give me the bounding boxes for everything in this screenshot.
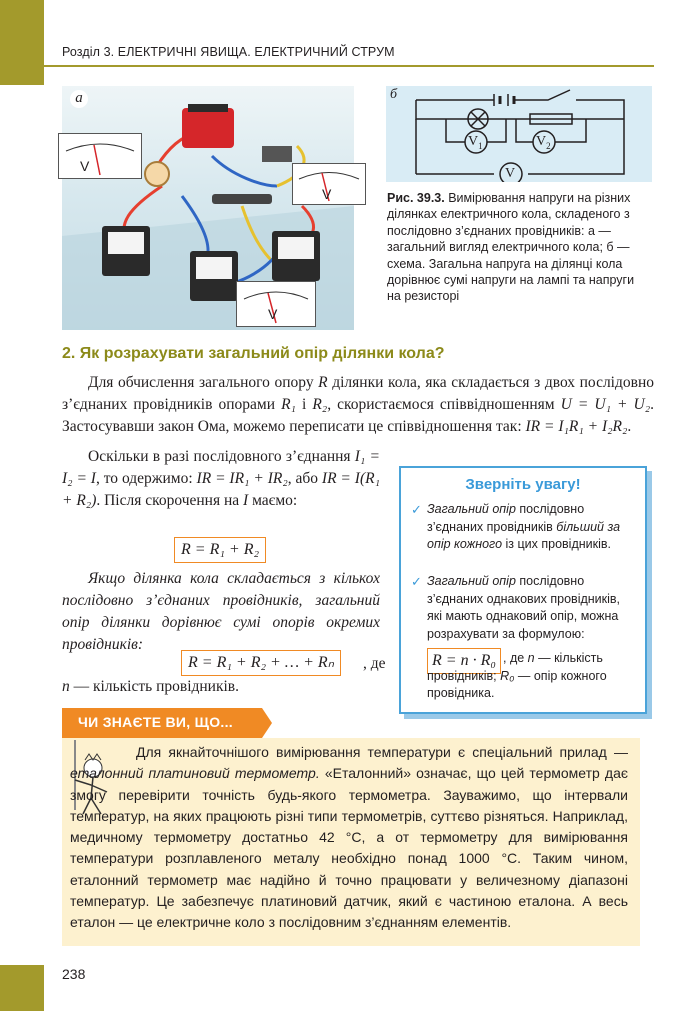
paragraph-1 (62, 372, 654, 438)
p4-symbol-n: n (62, 678, 70, 695)
p1-formula-voltage: U = U₁ + U₂ (560, 396, 651, 413)
p1-symbol-r2: R₂ (312, 396, 328, 413)
dyk-text-italic: еталонний платиновий термометр. (70, 765, 320, 782)
rest-a: , де (503, 651, 528, 665)
paragraph-2 (62, 446, 380, 512)
section-title: 2. Як розрахувати загальний опір ділянки кола? (62, 345, 445, 362)
voltmeter-right-unit: V (322, 186, 332, 202)
p3-text: Якщо ділянка кола складається з кількох послідовно з’єднаних провідників, загальний опір ділянки дорівнює сумі опорів окремих провідників: (62, 570, 380, 653)
p2-text-e: маємо: (248, 492, 298, 509)
paragraph-3-rule (62, 568, 380, 656)
voltmeter-left-unit: V (80, 158, 90, 174)
p1-text-c: і (295, 396, 313, 413)
formula-equal-resistors: R = n · R₀ (427, 648, 501, 674)
check-icon: ✓ (411, 502, 422, 517)
panel-b-letter: б (390, 87, 398, 102)
item1-term: Загальний опір (427, 502, 516, 516)
circuit-schema (386, 86, 652, 182)
paragraph-4 (62, 676, 380, 698)
voltmeter-bottom-unit: V (268, 306, 278, 322)
item1-end: із цих провідників. (502, 537, 611, 552)
p1-symbol-r1: R₁ (281, 396, 296, 413)
rest-n: n (527, 651, 535, 665)
check-icon: ✓ (411, 574, 422, 589)
dyk-text-a: Для якнайточнішого вимірювання температури є спеціальний прилад — (136, 744, 628, 760)
voltmeter-face-left (58, 133, 142, 179)
p2-text-a: Оскільки в разі послідовного з’єднання (88, 448, 355, 465)
header-divider (44, 65, 654, 67)
page-number: 238 (62, 966, 86, 982)
rest-r0: R₀ (500, 668, 515, 683)
panel-a-letter: а (70, 90, 88, 108)
attention-title: Зверніть увагу! (465, 476, 581, 493)
rest-c: — опір кожного провідника. (427, 668, 607, 701)
p1-formula-ohm: IR = I₁R₁ + I₂R₂ (525, 418, 628, 435)
schema-v-label: V (505, 166, 516, 181)
item2-text: послідовно з’єднаних однакових провідників, які мають однаковий опір, можна розрахувати за формулою: (427, 574, 621, 641)
formula-total-resistance-n: R = R₁ + R₂ + … + Rₙ (181, 650, 341, 676)
schema-v1-label: $V_1$ (468, 134, 483, 151)
p1-symbol-r: R (318, 374, 328, 391)
p2-text-b: , то одержимо: (95, 470, 197, 487)
p2-formula-factor: IR = I(R₁ + R₂) (62, 470, 380, 509)
p1-text-b: ділянки кола, яка складається з двох послідовно з’єднаних провідників опорами (62, 374, 654, 413)
running-header: Розділ 3. ЕЛЕКТРИЧНІ ЯВИЩА. ЕЛЕКТРИЧНИЙ СТРУМ (62, 45, 395, 59)
item1-text: послідовно з’єднаних провідників (427, 502, 585, 534)
p2-formula-current: I₁ = I₂ = I (62, 448, 380, 487)
figure-caption (387, 190, 647, 305)
p2-text-c: , або (287, 470, 322, 487)
rest-b: — кількість провідників; (427, 651, 603, 683)
did-you-know-text (70, 742, 628, 934)
p3-tail: , де (363, 655, 386, 672)
formula-total-resistance-two: R = R₁ + R₂ (174, 537, 266, 563)
p1-text-e: . Застосувавши закон Ома, можемо переписати це співвідношення так: (62, 396, 654, 435)
attention-item-2 (411, 573, 637, 643)
p2-text-d: . Після скорочення на (96, 492, 244, 509)
chapter-color-bar (0, 0, 44, 85)
schema-v2-label: $V_2$ (536, 134, 551, 151)
p4-text: — кількість провідників. (69, 678, 240, 695)
p1-text-d: , скористаємося співвідношенням (327, 396, 561, 413)
p2-symbol-i: I (243, 492, 249, 509)
p2-formula-sum: IR = IR₁ + IR₂ (196, 470, 288, 487)
page-number-color-bar (0, 965, 44, 1011)
caption-text: Вимірювання напруги на різних ділянках електричного кола, складеного з послідовно з’єднаних провідників: а — загальний вигляд електричного кола; б — схема. Загальна напруга на ділянці кола дорівнює сумі напруги на лампі та напруги на резисторі (387, 191, 635, 304)
attention-item-1 (411, 501, 637, 554)
p1-end: . (627, 418, 632, 435)
p1-text-a: Для обчислення загального опору (88, 374, 319, 391)
attention-formula-explanation (427, 650, 641, 703)
item1-emphasis: більший за опір кожного (427, 519, 621, 552)
did-you-know-title: ЧИ ЗНАЄТЕ ВИ, ЩО... (78, 714, 233, 730)
attention-box (399, 466, 647, 714)
dyk-text-b: «Еталонний» означає, що цей термометр дає змогу перевірити точність будь-якого термометра. Зауважимо, що інтервали температур, на яких працюють різні типи термометрів, суттєво різняться. Наприклад, медичному термометру достатньо 42 °С, а от термометру для вимірювання температури розплавленого металу необхідно понад 1000 °С. Таким чином, еталонний термометр має надійно й точно працювати у величезному діапазоні температур. Це забезпечує платиновий датчик, який є частиною еталона. А весь еталон — це електричне коло з послідовним з’єднанням елементів. (70, 765, 628, 931)
circuit-schema-drawing (386, 86, 652, 182)
item2-term: Загальний опір (427, 574, 516, 588)
caption-label: Рис. 39.3. (387, 191, 445, 205)
